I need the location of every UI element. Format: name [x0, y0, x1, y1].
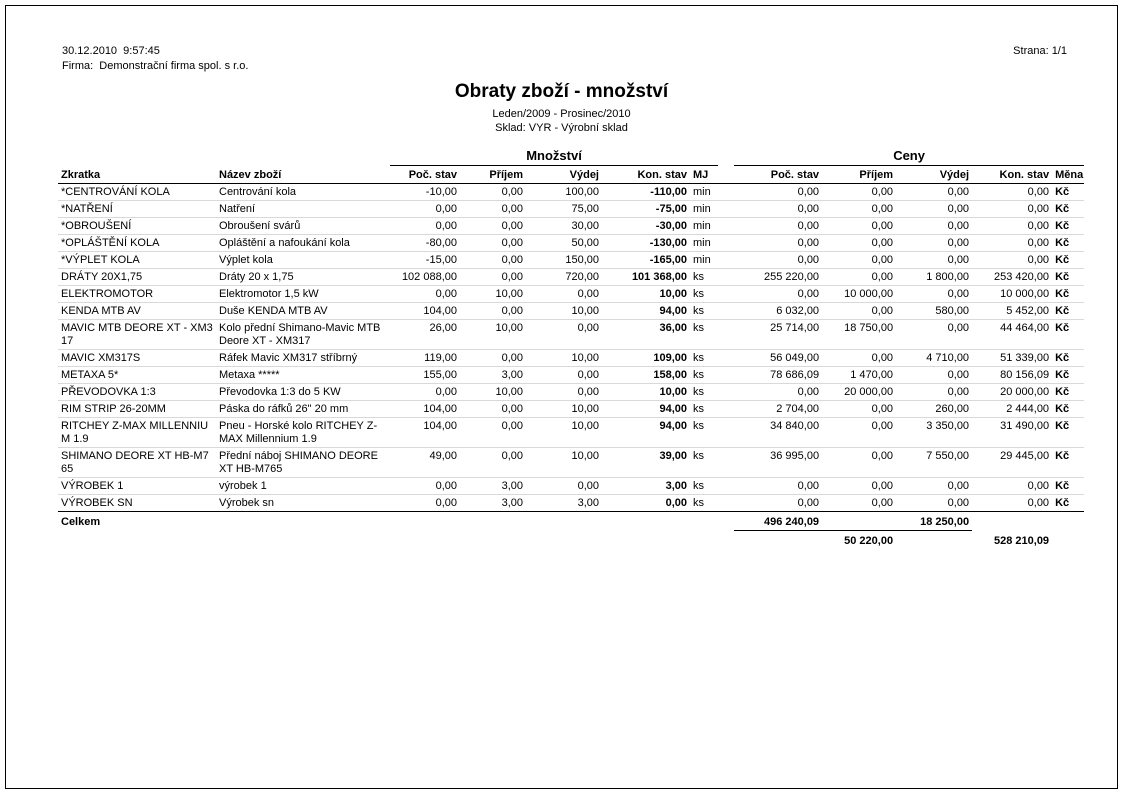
cell-nazev: Metaxa ***** — [216, 367, 390, 384]
col-header-price-in: Příjem — [822, 166, 896, 184]
cell-currency: Kč — [1052, 252, 1084, 269]
cell-spacer — [718, 286, 734, 303]
totals-price-end: 528 210,09 — [994, 534, 1050, 547]
cell-price-start: 0,00 — [734, 218, 822, 235]
cell-spacer — [718, 367, 734, 384]
col-header-qty-start: Poč. stav — [390, 166, 460, 184]
cell-price-in: 0,00 — [822, 350, 896, 367]
col-header-mj: MJ — [690, 166, 718, 184]
cell-price-start: 0,00 — [734, 495, 822, 512]
cell-price-end: 0,00 — [972, 495, 1052, 512]
cell-price-end: 80 156,09 — [972, 367, 1052, 384]
cell-price-out: 0,00 — [896, 252, 972, 269]
cell-qty-out: 0,00 — [526, 384, 602, 401]
cell-mj: ks — [690, 448, 718, 478]
cell-price-out: 0,00 — [896, 367, 972, 384]
cell-spacer — [718, 252, 734, 269]
cell-price-out: 0,00 — [896, 286, 972, 303]
cell-mj: ks — [690, 401, 718, 418]
cell-currency: Kč — [1052, 218, 1084, 235]
cell-qty-end: 36,00 — [602, 320, 690, 350]
cell-spacer — [718, 495, 734, 512]
cell-qty-start: 0,00 — [390, 201, 460, 218]
cell-qty-out: 0,00 — [526, 286, 602, 303]
table-row — [58, 418, 1084, 448]
cell-mj: min — [690, 252, 718, 269]
cell-mj: ks — [690, 350, 718, 367]
cell-price-end: 20 000,00 — [972, 384, 1052, 401]
cell-qty-start: 104,00 — [390, 303, 460, 320]
cell-qty-end: 158,00 — [602, 367, 690, 384]
cell-price-in: 18 750,00 — [822, 320, 896, 350]
col-header-price-end: Kon. stav — [972, 166, 1052, 184]
cell-qty-in: 0,00 — [460, 201, 526, 218]
cell-qty-in: 0,00 — [460, 269, 526, 286]
group-header-prices: Ceny — [734, 147, 1084, 166]
cell-qty-start: 104,00 — [390, 401, 460, 418]
cell-qty-out: 10,00 — [526, 401, 602, 418]
cell-zkratka: SHIMANO DEORE XT HB-M765 — [58, 448, 216, 478]
cell-currency: Kč — [1052, 269, 1084, 286]
table-row — [58, 350, 1084, 367]
cell-qty-in: 0,00 — [460, 235, 526, 252]
cell-price-in: 0,00 — [822, 184, 896, 201]
cell-price-in: 0,00 — [822, 201, 896, 218]
cell-currency: Kč — [1052, 320, 1084, 350]
cell-zkratka: DRÁTY 20X1,75 — [58, 269, 216, 286]
report-header — [6, 6, 1117, 74]
cell-qty-end: 10,00 — [602, 286, 690, 303]
cell-zkratka: *OBROUŠENÍ — [58, 218, 216, 235]
totals-price-out: 18 250,00 — [896, 512, 972, 531]
cell-price-end: 2 444,00 — [972, 401, 1052, 418]
cell-price-start: 6 032,00 — [734, 303, 822, 320]
cell-qty-end: 39,00 — [602, 448, 690, 478]
cell-qty-end: 10,00 — [602, 384, 690, 401]
cell-price-in: 0,00 — [822, 495, 896, 512]
table-row — [58, 495, 1084, 512]
cell-qty-out: 10,00 — [526, 350, 602, 367]
cell-price-start: 2 704,00 — [734, 401, 822, 418]
cell-zkratka: PŘEVODOVKA 1:3 — [58, 384, 216, 401]
cell-qty-start: 26,00 — [390, 320, 460, 350]
group-header-quantity: Množství — [390, 147, 718, 166]
cell-price-out: 0,00 — [896, 384, 972, 401]
cell-price-out: 1 800,00 — [896, 269, 972, 286]
cell-qty-in: 10,00 — [460, 384, 526, 401]
cell-qty-start: 102 088,00 — [390, 269, 460, 286]
cell-price-out: 0,00 — [896, 201, 972, 218]
cell-price-start: 0,00 — [734, 252, 822, 269]
table-body — [58, 184, 1084, 512]
column-header-row — [58, 166, 1084, 184]
cell-nazev: Ráfek Mavic XM317 stříbrný — [216, 350, 390, 367]
cell-qty-end: 0,00 — [602, 495, 690, 512]
report-header-left — [62, 44, 248, 74]
cell-mj: ks — [690, 384, 718, 401]
cell-qty-start: -10,00 — [390, 184, 460, 201]
cell-zkratka: MAVIC XM317S — [58, 350, 216, 367]
cell-price-out: 0,00 — [896, 495, 972, 512]
table-row — [58, 384, 1084, 401]
cell-price-start: 0,00 — [734, 478, 822, 495]
cell-price-out: 0,00 — [896, 235, 972, 252]
cell-price-in: 0,00 — [822, 401, 896, 418]
cell-currency: Kč — [1052, 350, 1084, 367]
cell-qty-start: 0,00 — [390, 218, 460, 235]
col-header-qty-out: Výdej — [526, 166, 602, 184]
cell-nazev: Duše KENDA MTB AV — [216, 303, 390, 320]
cell-currency: Kč — [1052, 384, 1084, 401]
cell-zkratka: *VÝPLET KOLA — [58, 252, 216, 269]
col-header-price-start: Poč. stav — [734, 166, 822, 184]
cell-spacer — [718, 184, 734, 201]
cell-qty-end: 109,00 — [602, 350, 690, 367]
totals-label: Celkem — [61, 516, 101, 528]
cell-price-end: 5 452,00 — [972, 303, 1052, 320]
cell-spacer — [718, 235, 734, 252]
cell-price-out: 7 550,00 — [896, 448, 972, 478]
cell-qty-start: 155,00 — [390, 367, 460, 384]
cell-qty-in: 3,00 — [460, 495, 526, 512]
cell-price-start: 0,00 — [734, 201, 822, 218]
cell-price-end: 0,00 — [972, 218, 1052, 235]
cell-nazev: Opláštění a nafoukání kola — [216, 235, 390, 252]
cell-price-in: 1 470,00 — [822, 367, 896, 384]
cell-qty-in: 0,00 — [460, 448, 526, 478]
cell-mj: ks — [690, 367, 718, 384]
cell-qty-start: 49,00 — [390, 448, 460, 478]
cell-qty-out: 100,00 — [526, 184, 602, 201]
cell-price-start: 36 995,00 — [734, 448, 822, 478]
cell-spacer — [718, 320, 734, 350]
table-row — [58, 184, 1084, 201]
cell-price-end: 0,00 — [972, 235, 1052, 252]
table-row — [58, 448, 1084, 478]
table-row — [58, 286, 1084, 303]
cell-currency: Kč — [1052, 184, 1084, 201]
table-row — [58, 269, 1084, 286]
cell-spacer — [718, 401, 734, 418]
cell-price-in: 20 000,00 — [822, 384, 896, 401]
cell-zkratka: RITCHEY Z-MAX MILLENNIUM 1.9 — [58, 418, 216, 448]
cell-price-out: 580,00 — [896, 303, 972, 320]
cell-nazev: Výplet kola — [216, 252, 390, 269]
cell-mj: ks — [690, 495, 718, 512]
cell-qty-end: -110,00 — [602, 184, 690, 201]
cell-zkratka: VÝROBEK 1 — [58, 478, 216, 495]
cell-mj: ks — [690, 418, 718, 448]
cell-nazev: Převodovka 1:3 do 5 KW — [216, 384, 390, 401]
cell-nazev: Výrobek sn — [216, 495, 390, 512]
report-title: Obraty zboží - množství — [454, 81, 669, 102]
cell-zkratka: RIM STRIP 26-20MM — [58, 401, 216, 418]
cell-price-start: 0,00 — [734, 235, 822, 252]
cell-currency: Kč — [1052, 448, 1084, 478]
cell-qty-end: 3,00 — [602, 478, 690, 495]
cell-price-out: 260,00 — [896, 401, 972, 418]
cell-zkratka: ELEKTROMOTOR — [58, 286, 216, 303]
cell-mj: ks — [690, 478, 718, 495]
cell-qty-end: 94,00 — [602, 418, 690, 448]
report-datetime: 30.12.2010 9:57:45 — [62, 45, 160, 57]
cell-qty-end: -75,00 — [602, 201, 690, 218]
cell-nazev: Obroušení svárů — [216, 218, 390, 235]
cell-qty-start: 104,00 — [390, 418, 460, 448]
cell-price-start: 78 686,09 — [734, 367, 822, 384]
cell-price-out: 0,00 — [896, 218, 972, 235]
cell-price-in: 0,00 — [822, 235, 896, 252]
cell-qty-out: 150,00 — [526, 252, 602, 269]
table-row — [58, 201, 1084, 218]
cell-price-in: 0,00 — [822, 218, 896, 235]
cell-currency: Kč — [1052, 478, 1084, 495]
table-row — [58, 252, 1084, 269]
cell-spacer — [718, 350, 734, 367]
cell-qty-end: -30,00 — [602, 218, 690, 235]
table-row — [58, 367, 1084, 384]
table-row — [58, 218, 1084, 235]
cell-price-in: 0,00 — [822, 269, 896, 286]
cell-price-in: 0,00 — [822, 448, 896, 478]
table-row — [58, 478, 1084, 495]
cell-currency: Kč — [1052, 286, 1084, 303]
cell-price-in: 10 000,00 — [822, 286, 896, 303]
cell-qty-out: 50,00 — [526, 235, 602, 252]
table-row — [58, 320, 1084, 350]
cell-qty-out: 10,00 — [526, 418, 602, 448]
cell-nazev: Kolo přední Shimano-Mavic MTB Deore XT - XM317 — [216, 320, 390, 350]
cell-price-end: 29 445,00 — [972, 448, 1052, 478]
cell-qty-end: 94,00 — [602, 303, 690, 320]
cell-price-in: 0,00 — [822, 252, 896, 269]
cell-zkratka: *OPLÁŠTĚNÍ KOLA — [58, 235, 216, 252]
cell-qty-out: 0,00 — [526, 478, 602, 495]
cell-spacer — [718, 418, 734, 448]
cell-qty-out: 10,00 — [526, 448, 602, 478]
cell-nazev: Elektromotor 1,5 kW — [216, 286, 390, 303]
cell-currency: Kč — [1052, 495, 1084, 512]
report-company: Firma: Demonstrační firma spol. s r.o. — [62, 60, 249, 72]
group-header-row — [58, 147, 1084, 166]
cell-zkratka: MAVIC MTB DEORE XT - XM317 — [58, 320, 216, 350]
cell-qty-out: 3,00 — [526, 495, 602, 512]
table-row — [58, 235, 1084, 252]
table-row — [58, 303, 1084, 320]
cell-qty-in: 10,00 — [460, 320, 526, 350]
cell-zkratka: VÝROBEK SN — [58, 495, 216, 512]
cell-qty-start: 0,00 — [390, 478, 460, 495]
cell-price-end: 0,00 — [972, 252, 1052, 269]
cell-mj: min — [690, 235, 718, 252]
cell-qty-in: 0,00 — [460, 401, 526, 418]
cell-price-start: 56 049,00 — [734, 350, 822, 367]
cell-nazev: Dráty 20 x 1,75 — [216, 269, 390, 286]
col-header-nazev: Název zboží — [216, 166, 390, 184]
cell-price-start: 0,00 — [734, 286, 822, 303]
cell-mj: ks — [690, 320, 718, 350]
cell-price-end: 0,00 — [972, 478, 1052, 495]
totals-row-1 — [58, 512, 1084, 531]
totals-row-2 — [58, 531, 1084, 550]
cell-qty-in: 0,00 — [460, 303, 526, 320]
cell-price-in: 0,00 — [822, 418, 896, 448]
col-header-qty-end: Kon. stav — [602, 166, 690, 184]
cell-spacer — [718, 448, 734, 478]
cell-currency: Kč — [1052, 401, 1084, 418]
cell-qty-in: 0,00 — [460, 218, 526, 235]
cell-nazev: Centrování kola — [216, 184, 390, 201]
cell-mj: min — [690, 201, 718, 218]
cell-currency: Kč — [1052, 367, 1084, 384]
cell-qty-in: 0,00 — [460, 184, 526, 201]
col-header-price-out: Výdej — [896, 166, 972, 184]
cell-currency: Kč — [1052, 235, 1084, 252]
cell-qty-out: 30,00 — [526, 218, 602, 235]
cell-qty-in: 3,00 — [460, 367, 526, 384]
cell-mj: min — [690, 218, 718, 235]
cell-qty-in: 0,00 — [460, 350, 526, 367]
cell-price-end: 44 464,00 — [972, 320, 1052, 350]
cell-qty-end: 101 368,00 — [602, 269, 690, 286]
cell-qty-out: 720,00 — [526, 269, 602, 286]
cell-price-end: 10 000,00 — [972, 286, 1052, 303]
cell-zkratka: METAXA 5* — [58, 367, 216, 384]
cell-mj: ks — [690, 286, 718, 303]
cell-price-end: 51 339,00 — [972, 350, 1052, 367]
col-header-zkratka: Zkratka — [58, 166, 216, 184]
totals-price-start: 496 240,09 — [734, 512, 822, 531]
cell-qty-end: 94,00 — [602, 401, 690, 418]
cell-price-start: 255 220,00 — [734, 269, 822, 286]
cell-price-out: 0,00 — [896, 184, 972, 201]
report-page-number: Strana: 1/1 — [1013, 45, 1067, 57]
cell-nazev: Přední náboj SHIMANO DEORE XT HB-M765 — [216, 448, 390, 478]
cell-qty-out: 10,00 — [526, 303, 602, 320]
cell-qty-out: 0,00 — [526, 367, 602, 384]
cell-spacer — [718, 269, 734, 286]
cell-nazev: Natření — [216, 201, 390, 218]
cell-mj: ks — [690, 269, 718, 286]
cell-price-end: 0,00 — [972, 201, 1052, 218]
report-page — [5, 5, 1118, 789]
cell-price-out: 0,00 — [896, 320, 972, 350]
cell-price-start: 0,00 — [734, 184, 822, 201]
col-header-spacer — [718, 166, 734, 184]
cell-nazev: Pneu - Horské kolo RITCHEY Z-MAX Millennium 1.9 — [216, 418, 390, 448]
cell-price-out: 0,00 — [896, 478, 972, 495]
cell-qty-in: 10,00 — [460, 286, 526, 303]
cell-price-end: 31 490,00 — [972, 418, 1052, 448]
cell-price-in: 0,00 — [822, 303, 896, 320]
table-row — [58, 401, 1084, 418]
cell-qty-start: 0,00 — [390, 384, 460, 401]
cell-qty-start: -80,00 — [390, 235, 460, 252]
col-header-qty-in: Příjem — [460, 166, 526, 184]
cell-price-in: 0,00 — [822, 478, 896, 495]
report-warehouse: Sklad: VYR - Výrobní sklad — [495, 122, 628, 134]
turnover-table — [58, 147, 1084, 549]
cell-qty-start: 0,00 — [390, 495, 460, 512]
report-period: Leden/2009 - Prosinec/2010 — [492, 108, 631, 120]
cell-qty-start: 0,00 — [390, 286, 460, 303]
cell-qty-in: 0,00 — [460, 252, 526, 269]
cell-price-out: 3 350,00 — [896, 418, 972, 448]
cell-spacer — [718, 384, 734, 401]
cell-qty-out: 0,00 — [526, 320, 602, 350]
cell-qty-in: 0,00 — [460, 418, 526, 448]
cell-price-start: 25 714,00 — [734, 320, 822, 350]
cell-zkratka: KENDA MTB AV — [58, 303, 216, 320]
cell-zkratka: *CENTROVÁNÍ KOLA — [58, 184, 216, 201]
cell-price-start: 34 840,00 — [734, 418, 822, 448]
col-header-currency: Měna — [1052, 166, 1084, 184]
cell-spacer — [718, 201, 734, 218]
cell-qty-out: 75,00 — [526, 201, 602, 218]
totals-price-in: 50 220,00 — [844, 535, 894, 547]
cell-zkratka: *NATŘENÍ — [58, 201, 216, 218]
cell-spacer — [718, 303, 734, 320]
cell-spacer — [718, 218, 734, 235]
cell-mj: min — [690, 184, 718, 201]
cell-currency: Kč — [1052, 303, 1084, 320]
cell-price-out: 4 710,00 — [896, 350, 972, 367]
cell-spacer — [718, 478, 734, 495]
cell-price-start: 0,00 — [734, 384, 822, 401]
cell-currency: Kč — [1052, 418, 1084, 448]
cell-qty-start: -15,00 — [390, 252, 460, 269]
cell-currency: Kč — [1052, 201, 1084, 218]
cell-nazev: výrobek 1 — [216, 478, 390, 495]
cell-nazev: Páska do ráfků 26" 20 mm — [216, 401, 390, 418]
cell-qty-start: 119,00 — [390, 350, 460, 367]
cell-price-end: 253 420,00 — [972, 269, 1052, 286]
cell-mj: ks — [690, 303, 718, 320]
cell-qty-end: -130,00 — [602, 235, 690, 252]
cell-price-end: 0,00 — [972, 184, 1052, 201]
cell-qty-end: -165,00 — [602, 252, 690, 269]
cell-qty-in: 3,00 — [460, 478, 526, 495]
